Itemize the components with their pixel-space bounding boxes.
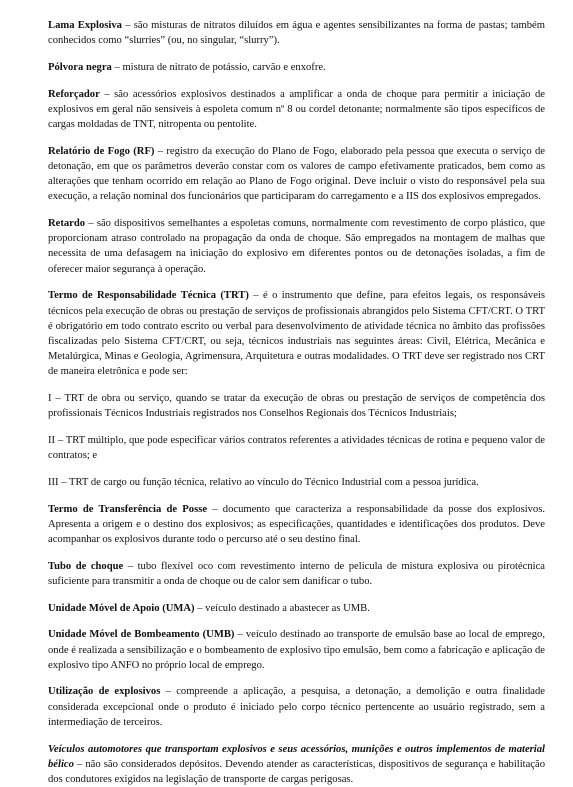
definition-polvora-negra [48, 60, 545, 75]
term-label: Unidade Móvel de Bombeamento (UMB) [48, 629, 235, 641]
definition-tubo-de-choque [48, 559, 545, 589]
term-label: Reforçador [48, 88, 100, 100]
trt-item-i [48, 391, 545, 421]
definition-umb [48, 627, 545, 673]
definition-text: – é o instrumento que define, para efeitos legais, os responsáveis técnicos pela execução de obras ou prestação de serviços de profissionais abrangidos pelo Sistema CFT/CRT. O TRT é obrigatório em todo contrato escrito ou verbal para desenvolvimento de atividade técnica no âmbito das profissões fiscalizadas pelo Sistema CFT/CRT, ou seja, técnicos industriais nas seguintes áreas: Civil, Elétrica, Mecânica e Metalúrgica, Minas e Geologia, Agrimensura, Arquitetura e outras modalidades. O TRT deve ser registrado nos CRT de maneira eletrônica e pode ser: [48, 290, 545, 378]
definition-text: – documento que caracteriza a responsabilidade da posse dos explosivos. Apresenta a origem e o destino dos explosivos; as especificações, quantidades e identificações dos produtos. Deve acompanhar os explosivos durante todo o percurso até o seu destino final. [48, 503, 546, 545]
term-label: Relatório de Fogo (RF) [48, 145, 155, 157]
definition-text: – não são considerados depósitos. Devendo atender as características, dispositivos de segurança e habilitação dos condutores exigidos na legislação de transporte de cargas perigosas. [48, 758, 545, 785]
term-label: Lama Explosiva [48, 20, 122, 31]
list-item-text: III – TRT de cargo ou função técnica, relativo ao vínculo do Técnico Industrial com a pessoa jurídica. [48, 476, 479, 488]
definition-termo-transferencia-posse [48, 502, 545, 548]
definition-retardo [48, 216, 545, 277]
trt-item-iii [48, 475, 545, 490]
definition-text: – veículo destinado ao transporte de emulsão base ao local de emprego, onde é realizada a sensibilização e o bombeamento de explosivo tipo emulsão, bem como a fabricação e aplicação de explosivo tipo ANFO no próprio local de emprego. [48, 629, 545, 671]
definition-veiculos-automotores [48, 742, 545, 787]
definition-relatorio-de-fogo [48, 144, 545, 205]
term-label: Unidade Móvel de Apoio (UMA) [48, 602, 195, 614]
term-label: Utilização de explosivos [48, 686, 161, 698]
trt-item-ii [48, 433, 545, 463]
term-label: Termo de Responsabilidade Técnica (TRT) [48, 290, 249, 302]
definition-uma [48, 601, 545, 616]
definition-text: – compreende a aplicação, a pesquisa, a detonação, a demolição e outra finalidade considerada excepcional onde o produto é iniciado pelo corpo técnico pertencente ao usuário registrado, sem a intermediação de terceiros. [48, 686, 546, 728]
definition-text: – são dispositivos semelhantes a espoletas comuns, normalmente com revestimento de corpo plástico, que proporcionam atraso controlado na propagação da onda de choque. São empregados na montagem de malhas que necessita de uma defasagem na iniciação do explosivo em diferentes pontos ou de detonações isoladas, a fim de oferecer maior segurança à operação. [48, 218, 545, 275]
definition-trt [48, 288, 545, 379]
definition-lama-explosiva [48, 18, 545, 48]
definition-text: – são misturas de nitratos diluídos em água e agentes sensibilizantes na forma de pastas; também conhecidos como “slurries” (ou, no singular, “slurry”). [48, 20, 545, 47]
term-label: Tubo de choque [48, 560, 124, 572]
list-item-text: II – TRT múltiplo, que pode especificar vários contratos referentes a atividades técnicas de rotina e pequeno valor de contratos; e [48, 434, 545, 462]
list-item-text: I – TRT de obra ou serviço, quando se tratar da execução de obras ou prestação de serviços de competência dos profissionais Técnicos Industriais registrados nos Conselhos Regionais dos Técnicos Industriais; [48, 393, 545, 420]
term-label: Pólvora negra [48, 61, 112, 73]
definition-text: – mistura de nitrato de potássio, carvão e enxofre. [111, 61, 326, 73]
definition-text: – veículo destinado a abastecer as UMB. [194, 602, 370, 614]
term-label: Retardo [48, 218, 86, 230]
definition-text: – registro da execução do Plano de Fogo, elaborado pela pessoa que executa o serviço de detonação, em que os parâmetros deverão constar com os valores de campo efetivamente praticados, bem como as alterações que tenham ocorrido em relação ao Plano de Fogo original. Deve incluir o visto do responsável pela sua execução, a relação nominal dos funcionários que participaram do carregamento e a IIS dos explosivos empregados. [48, 145, 545, 203]
term-label: Termo de Transferência de Posse [48, 503, 208, 515]
definition-text: – são acessórios explosivos destinados a amplificar a onda de choque para permitir a iniciação de explosivos em geral não sensíveis à espoleta comum nº 8 ou cordel detonante; normalmente são tipos específicos de cargas moldadas de TNT, nitropenta ou pentolite. [48, 88, 545, 131]
term-label: Veículos automotores que transportam explosivos e seus acessórios, munições e outros implementos de material bélico [48, 743, 545, 770]
definition-reforcador [48, 87, 545, 133]
definition-utilizacao-explosivos [48, 684, 545, 730]
definition-text: – tubo flexível oco com revestimento interno de película de mistura explosiva ou pirotécnica suficiente para transmitir a onda de choque ou de calor sem danificar o tubo. [48, 560, 545, 587]
